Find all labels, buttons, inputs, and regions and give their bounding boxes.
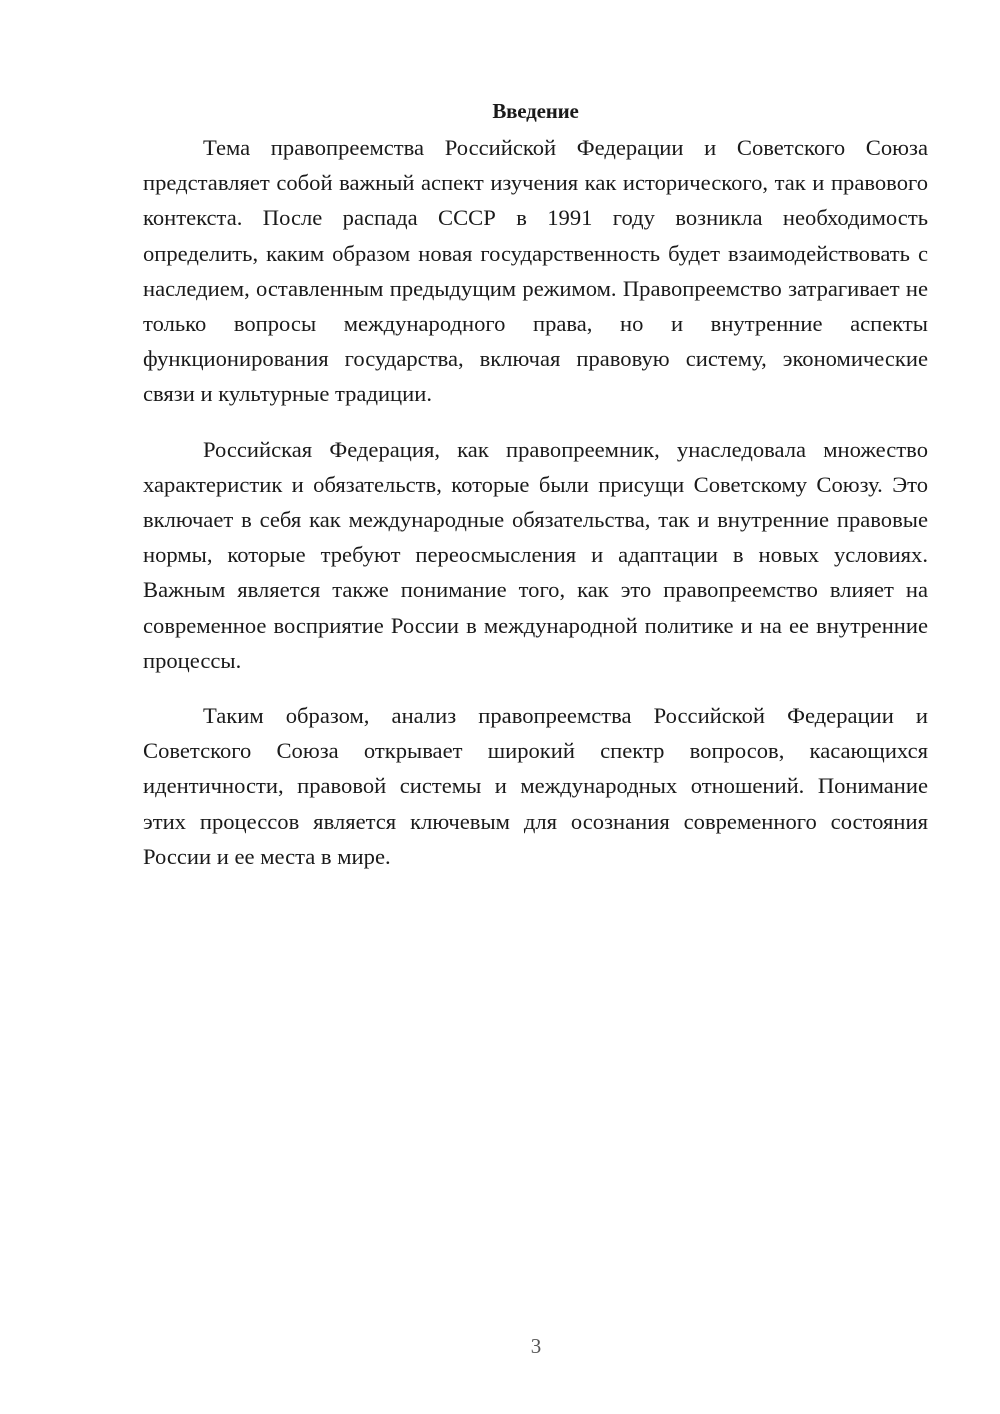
page-content xyxy=(143,96,928,894)
paragraph-3: Таким образом, анализ правопреемства Российской Федерации и Советского Союза открывает широкий спектр вопросов, касающихся идентичности, правовой системы и международных отношений. Понимание этих процессов является ключевым для осознания современного состояния России и ее места в мире. xyxy=(143,703,928,869)
paragraph-2: Российская Федерация, как правопреемник, унаследовала множество характеристик и обязательств, которые были присущи Советскому Союзу. Это включает в себя как международные обязательства, так и внутренние правовые нормы, которые требуют переосмысления и адаптации в новых условиях. Важным является также понимание того, как это правопреемство влияет на современное восприятие России в международной политике и на ее внутренние процессы. xyxy=(143,436,928,673)
paragraph-1: Тема правопреемства Российской Федерации и Советского Союза представляет собой важный аспект изучения как исторического, так и правового контекста. После распада СССР в 1991 году возникла необходимость определить, каким образом новая государственность будет взаимодействовать с наследием, оставленным предыдущим режимом. Правопреемство затрагивает не только вопросы международного права, но и внутренние аспекты функционирования государства, включая правовую систему, экономические связи и культурные традиции. xyxy=(143,135,928,407)
section-heading: Введение xyxy=(492,99,579,123)
page-number: 3 xyxy=(530,1334,542,1358)
